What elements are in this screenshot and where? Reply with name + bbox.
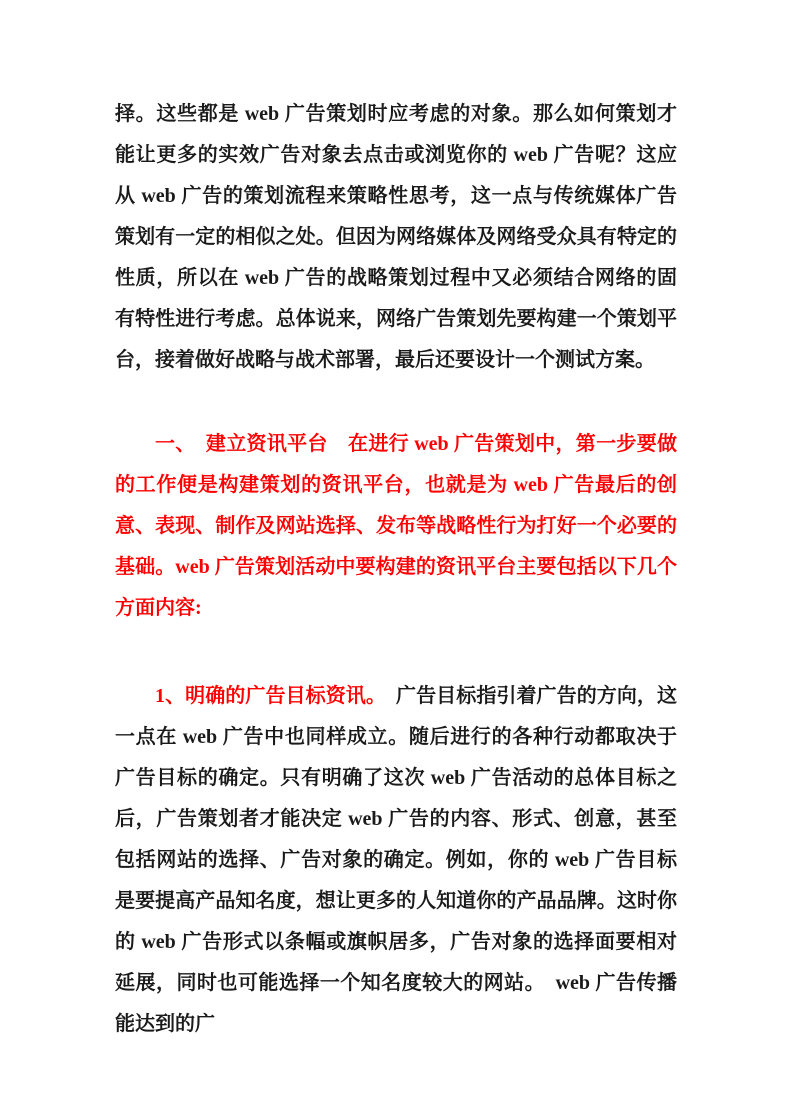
point-1-paragraph [115,676,677,1045]
section-heading-paragraph: 一、 建立资讯平台 在进行 web 广告策划中，第一步要做的工作便是构建策划的资讯平台，也就是为 web 广告最后的创意、表现、制作及网站选择、发布等战略性行为打好一个必要的基础。web 广告策划活动中要构建的资讯平台主要包括以下几个方面内容: [115,433,677,619]
point-1-heading: 1、明确的广告目标资讯。 [155,685,376,707]
point-1-body-text: 广告目标指引着广告的方向，这一点在 web 广告中也同样成立。随后进行的各种行动都取决于广告目标的确定。只有明确了这次 web 广告活动的总体目标之后，广告策划者才能决定 web 广告的内容、形式、创意，甚至包括网站的选择、广告对象的确定。例如，你的 web 广告目标是要提高产品知名度，想让更多的人知道你的产品品牌。这时你的 web 广告形式以条幅或旗帜居多，广告对象的选择面要相对延展，同时也可能选择一个知名度较大的网站。 web 广告传播能达到的广 [115,685,678,1035]
body-paragraph-intro: 择。这些都是 web 广告策划时应考虑的对象。那么如何策划才能让更多的实效广告对象去点击或浏览你的 web 广告呢？这应从 web 广告的策划流程来策略性思考，这一点与传统媒体广告策划有一定的相似之处。但因为网络媒体及网络受众具有特定的性质，所以在 web 广告的战略策划过程中又必须结合网络的固有特性进行考虑。总体说来，网络广告策划先要构建一个策划平台，接着做好战略与战术部署，最后还要设计一个测试方案。 [115,103,677,371]
